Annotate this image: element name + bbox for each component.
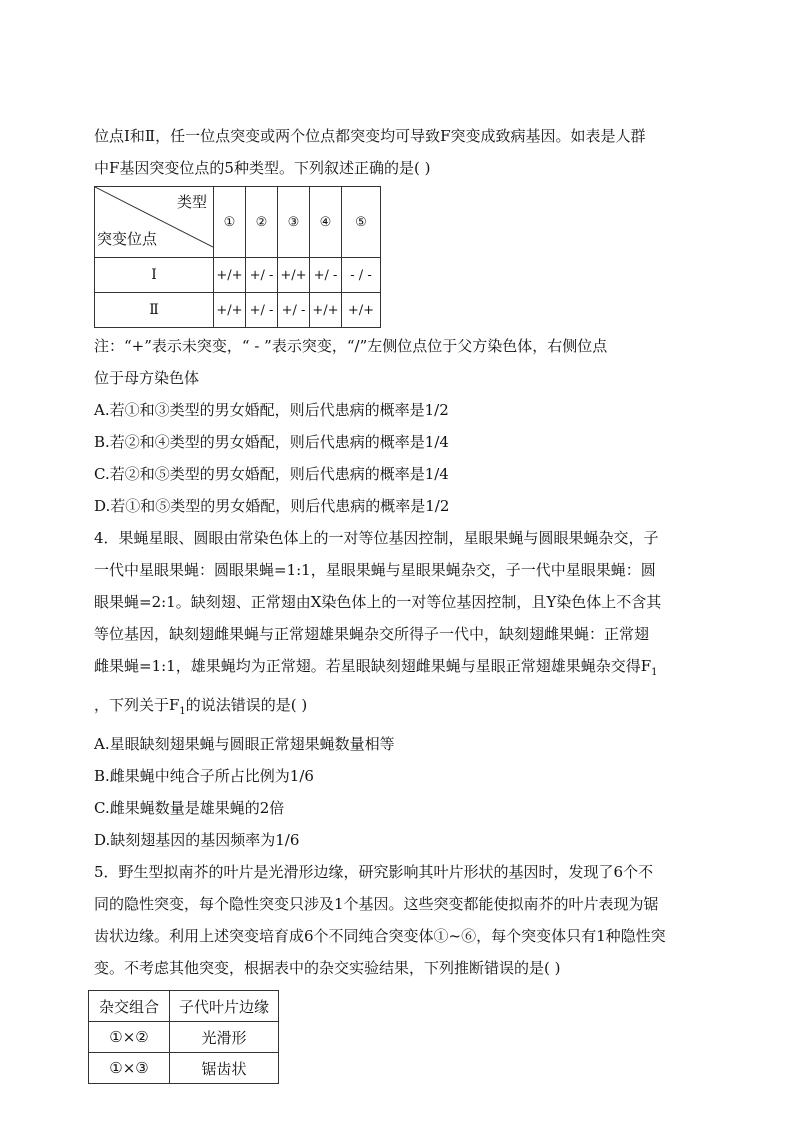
row-label: Ⅰ (95, 258, 214, 293)
column-header: ⑤ (342, 187, 381, 258)
q5-cross-table (88, 990, 279, 1084)
table-cell: +/ - (246, 293, 278, 328)
q4-line1: 4．果蝇星眼、圆眼由常染色体上的一对等位基因控制，星眼果蝇与圆眼果蝇杂交，子 (94, 529, 659, 547)
column-header: ① (214, 187, 246, 258)
q4-line5 (94, 650, 704, 689)
q4-option-a: A.星眼缺刻翅果蝇与圆眼正常翅果蝇数量相等 (94, 735, 395, 753)
q3-note-line1: 注：“+”表示未突变，“ - ”表示突变，“/”左侧位点位于父方染色体，右侧位点 (94, 337, 608, 355)
table-cell: +/+ (214, 258, 246, 293)
q4-option-c: C.雌果蝇数量是雄果蝇的2倍 (94, 799, 285, 817)
table-row (89, 1022, 279, 1053)
row-label: Ⅱ (95, 293, 214, 328)
table-row (95, 293, 381, 328)
subscript: 1 (651, 667, 658, 678)
table-cell: 锯齿状 (170, 1053, 279, 1084)
q4-line4: 等位基因，缺刻翅雌果蝇与正常翅雄果蝇杂交所得子一代中，缺刻翅雌果蝇：正常翅 (94, 625, 650, 643)
q4-line3: 眼果蝇=2:1。缺刻翅、正常翅由X染色体上的一对等位基因控制，且Y染色体上不含其 (94, 593, 662, 611)
column-header: ② (246, 187, 278, 258)
q5-line2: 同的隐性突变，每个隐性突变只涉及1个基因。这些突变都能使拟南芥的叶片表现为锯 (94, 895, 659, 913)
q4-line6-pre: ，下列关于F (94, 696, 180, 714)
table-cell: +/+ (278, 258, 310, 293)
table-cell: +/ - (246, 258, 278, 293)
q3-note-line2: 位于母方染色体 (94, 369, 200, 387)
q5-line1: 5．野生型拟南芥的叶片是光滑形边缘，研究影响其叶片形状的基因时，发现了6个不 (94, 863, 654, 881)
table-cell: +/+ (310, 293, 342, 328)
table-cell: - / - (342, 258, 381, 293)
table-corner-cell (95, 187, 214, 258)
table-row (95, 258, 381, 293)
q3-mutation-table (94, 186, 381, 328)
corner-label-type: 类型 (176, 193, 207, 211)
q5-line4: 变。不考虑其他突变，根据表中的杂交实验结果，下列推断错误的是( ) (94, 959, 561, 977)
q3-option-a: A.若①和③类型的男女婚配，则后代患病的概率是1/2 (94, 401, 449, 419)
column-header: 子代叶片边缘 (170, 991, 279, 1022)
table-cell: ①×② (89, 1022, 170, 1053)
table-header-row (95, 187, 381, 258)
q4-line6 (94, 689, 704, 728)
q4-line2: 一代中星眼果蝇：圆眼果蝇=1:1，星眼果蝇与星眼果蝇杂交，子一代中星眼果蝇：圆 (94, 561, 656, 579)
table-cell: +/ - (278, 293, 310, 328)
column-header: ③ (278, 187, 310, 258)
q3-option-b: B.若②和④类型的男女婚配，则后代患病的概率是1/4 (94, 433, 449, 451)
q4-option-b: B.雌果蝇中纯合子所占比例为1/6 (94, 767, 314, 785)
q3-option-d: D.若①和⑤类型的男女婚配，则后代患病的概率是1/2 (94, 497, 450, 515)
table-cell: +/+ (342, 293, 381, 328)
column-header: ④ (310, 187, 342, 258)
corner-label-site: 突变位点 (97, 230, 158, 248)
q3-intro-line1: 位点Ⅰ和Ⅱ，任一位点突变或两个位点都突变均可导致F突变成致病基因。如表是人群 (94, 127, 646, 145)
document-page (94, 120, 704, 1084)
table-header-row (89, 991, 279, 1022)
q4-line6-post: 的说法错误的是( ) (185, 696, 308, 714)
q4-option-d: D.缺刻翅基因的基因频率为1/6 (94, 831, 300, 849)
table-cell: +/ - (310, 258, 342, 293)
q3-intro-line2: 中F基因突变位点的5种类型。下列叙述正确的是( ) (94, 159, 431, 177)
table-cell: +/+ (214, 293, 246, 328)
table-row (89, 1053, 279, 1084)
table-cell: 光滑形 (170, 1022, 279, 1053)
q5-line3: 齿状边缘。利用上述突变培育成6个不同纯合突变体①~⑥，每个突变体只有1种隐性突 (94, 927, 666, 945)
table-cell: ①×③ (89, 1053, 170, 1084)
q3-option-c: C.若②和⑤类型的男女婚配，则后代患病的概率是1/4 (94, 465, 449, 483)
q4-line5-text: 雌果蝇=1:1，雄果蝇均为正常翅。若星眼缺刻翅雌果蝇与星眼正常翅雄果蝇杂交得F (94, 657, 652, 675)
subscript: 1 (179, 706, 186, 717)
column-header: 杂交组合 (89, 991, 170, 1022)
